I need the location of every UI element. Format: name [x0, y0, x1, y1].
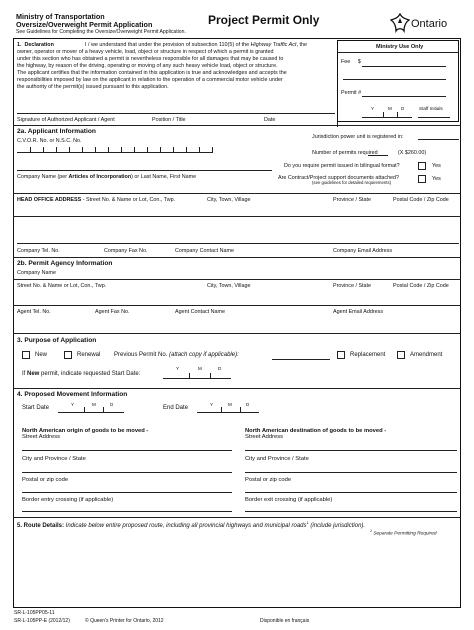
replacement-checkbox[interactable] [337, 351, 345, 359]
agent-fax-label: Agent Fax No. [95, 309, 130, 315]
tick [186, 147, 187, 152]
section-3-heading: 3. Purpose of Application [17, 337, 97, 344]
contact-name-label: Company Contact Name [175, 248, 235, 254]
origin-postal-field[interactable] [22, 492, 232, 493]
logo-wordmark: Ontario [411, 18, 448, 30]
ministry-m-label: M [388, 106, 392, 111]
tick [69, 147, 70, 152]
tick [221, 407, 222, 412]
new-label: New [35, 352, 48, 358]
origin-postal-label: Postal or zip code [22, 477, 69, 483]
replacement-label: Replacement [350, 352, 386, 358]
tick [240, 407, 241, 412]
destination-street-field[interactable] [245, 450, 457, 451]
num-permits-label: Number of permits required [312, 150, 378, 156]
destination-title: North American destination of goods to be moved - [245, 428, 387, 434]
permit-number-field[interactable] [362, 96, 446, 97]
origin-city-label: City and Province / State [22, 456, 86, 462]
ministry-name: Ministry of Transportation [16, 12, 105, 21]
requested-start-date-field[interactable] [163, 378, 231, 379]
staff-initials-field[interactable] [418, 117, 450, 118]
declaration-line-3: under this section who has obtained a permit is nevertheless responsible for all damages that may be caused to [17, 56, 284, 62]
cvor-label: C.V.O.R. No. or N.S.C. No. [17, 138, 82, 144]
declaration-line-7: the authority of the permit(s) issued pursuant to this application. [17, 84, 169, 90]
renewal-checkbox[interactable] [64, 351, 72, 359]
bilingual-checkbox[interactable] [418, 162, 426, 170]
section-divider [13, 517, 461, 518]
origin-title: North American origin of goods to be moved - [22, 428, 149, 434]
staff-initials-label: Staff Initials [419, 106, 443, 111]
row-divider [13, 216, 461, 217]
agency-street-label: Street No. & Name or Lot, Con., Twp. [17, 283, 107, 289]
start-d-label: D [110, 402, 114, 407]
tel-label: Company Tel. No. [17, 248, 60, 254]
end-y-label: Y [210, 402, 214, 407]
tick [212, 147, 213, 152]
row-divider [13, 193, 461, 194]
tick [383, 112, 384, 117]
declaration-line-6: responsibilities imposed by law on the applicant in relation to the operation of a commercial motor vehicle under [17, 77, 283, 83]
num-permits-field[interactable] [368, 155, 388, 156]
amendment-checkbox[interactable] [397, 351, 405, 359]
tick [210, 373, 211, 378]
amendment-label: Amendment [410, 352, 443, 358]
route-details-heading: 5. Route Details: Indicate below entire proposed route, including all provincial highways and municipal roads$^1$ (include jurisdiction). [17, 520, 366, 529]
tick [108, 147, 109, 152]
renewal-label: Renewal [77, 352, 101, 358]
destination-postal-field[interactable] [245, 492, 457, 493]
form-number: SR-L-105PP05-11 [14, 610, 55, 616]
cvor-field[interactable] [17, 152, 213, 153]
ontario-logo [390, 13, 460, 35]
movement-end-label: End Date [163, 405, 189, 411]
declaration-line-4: the highway, by reason of the driving, operating or moving of any such heavy vehicle load, object or structure. [17, 63, 278, 69]
separate-permitting-note: $^1$ Separate Permitting Required [370, 529, 437, 537]
french-available: Disponible en français [260, 618, 310, 624]
section-divider [13, 257, 461, 258]
border-entry-field[interactable] [22, 511, 232, 512]
agency-province-label: Province / State [333, 283, 372, 289]
tick [199, 147, 200, 152]
section-divider [13, 388, 461, 389]
section-divider [13, 125, 461, 126]
purpose-d-label: D [218, 366, 222, 371]
bilingual-label: Do you require permit issued in bilingual format? [284, 163, 400, 169]
section-1-heading: 1. Declaration [17, 42, 54, 48]
destination-postal-label: Postal or zip code [245, 477, 292, 483]
purpose-y-label: Y [176, 366, 180, 371]
tick [43, 147, 44, 152]
origin-city-field[interactable] [22, 472, 232, 473]
border-entry-label: Border entry crossing (if applicable) [22, 497, 114, 503]
copyright: © Queen's Printer for Ontario, 2012 [85, 618, 164, 624]
start-y-label: Y [71, 402, 75, 407]
destination-street-label: Street Address [245, 434, 284, 440]
page-title: Project Permit Only [208, 13, 320, 27]
head-office-province-label: Province / State [333, 197, 372, 203]
email-label: Company Email Address [333, 248, 393, 254]
declaration-line-2: owner, operator or mover of a heavy vehicle, load, object or structure in respect of which a permit is granted [17, 49, 274, 55]
start-date-label: If New permit, indicate requested Start Date: [22, 371, 141, 377]
tick [160, 147, 161, 152]
agent-tel-label: Agent Tel. No. [17, 309, 51, 315]
new-checkbox[interactable] [22, 351, 30, 359]
border-exit-field[interactable] [245, 511, 457, 512]
divider [337, 52, 459, 53]
head-office-label: HEAD OFFICE ADDRESS - Street No. & Name or Lot, Con., Twp. [17, 197, 176, 203]
ministry-date-field[interactable] [362, 117, 412, 118]
signature-line[interactable] [17, 113, 335, 114]
destination-city-field[interactable] [245, 472, 457, 473]
start-m-label: M [92, 402, 96, 407]
tick [134, 147, 135, 152]
section-2b-heading: 2b. Permit Agency Information [17, 260, 113, 267]
jurisdiction-field[interactable] [418, 139, 459, 140]
fee-field[interactable] [362, 66, 446, 67]
destination-city-label: City and Province / State [245, 456, 309, 462]
ministry-blank-field[interactable] [343, 79, 446, 80]
company-name-label: Company Name (per Articles of Incorporation) or Last Name, First Name [17, 174, 197, 180]
agent-email-label: Agent Email Address [333, 309, 384, 315]
support-docs-checkbox[interactable] [418, 175, 426, 183]
head-office-postal-label: Postal Code / Zip Code [393, 197, 449, 203]
movement-start-label: Start Date [22, 405, 50, 411]
ministry-d-label: D [401, 106, 405, 111]
support-docs-yes-label: Yes [432, 176, 441, 182]
route-details-field[interactable] [14, 538, 460, 607]
agent-contact-label: Agent Contact Name [175, 309, 226, 315]
tick [56, 147, 57, 152]
permit-number-label: Permit # [341, 90, 362, 96]
trillium-icon [390, 13, 410, 33]
movement-end-field[interactable] [197, 412, 259, 413]
section-divider [13, 333, 461, 334]
ministry-y-label: Y [371, 106, 375, 111]
section-2a-heading: 2a. Applicant Information [17, 128, 96, 135]
tick [82, 147, 83, 152]
tick [189, 373, 190, 378]
head-office-city-label: City, Town, Village [207, 197, 251, 203]
form-name: Oversize/Overweight Permit Application [16, 20, 153, 29]
tick [103, 407, 104, 412]
tick [121, 147, 122, 152]
form-code: SR-L-105PP-E (2012/12) [14, 618, 70, 624]
contact-fields-line[interactable] [17, 243, 459, 244]
row-divider [13, 305, 461, 306]
company-name-field[interactable] [17, 170, 272, 171]
tick [84, 407, 85, 412]
tick [95, 147, 96, 152]
bilingual-yes-label: Yes [432, 163, 441, 169]
fee-note: (X $260.00) [398, 150, 427, 156]
border-exit-label: Border exit crossing (if applicable) [245, 497, 333, 503]
support-docs-note: (see guidelines for detailed requirements) [312, 180, 392, 185]
tick [147, 147, 148, 152]
agency-city-label: City, Town, Village [207, 283, 251, 289]
position-label: Position / Title [152, 117, 186, 123]
fax-label: Company Fax No. [104, 248, 148, 254]
fee-label: Fee $ [341, 59, 361, 65]
section-4-heading: 4. Proposed Movement Information [17, 391, 128, 398]
declaration-line-1: I / we understand that under the provision of subsection 110(5) of the Highway Traffic Act, the [85, 42, 307, 48]
purpose-m-label: M [198, 366, 202, 371]
agency-postal-label: Postal Code / Zip Code [393, 283, 449, 289]
origin-street-label: Street Address [22, 434, 61, 440]
previous-permit-field[interactable] [272, 359, 330, 360]
tick [173, 147, 174, 152]
signature-label: Signature of Authorized Applicant / Agent [17, 117, 115, 123]
movement-start-field[interactable] [58, 412, 124, 413]
declaration-line-5: The applicant certifies that the information contained in this application is true and acknowledges and accepts the [17, 70, 287, 76]
row-divider [13, 279, 461, 280]
tick [397, 112, 398, 117]
origin-street-field[interactable] [22, 450, 232, 451]
jurisdiction-label: Jurisdiction power unit is registered in: [312, 134, 404, 140]
date-label: Date [264, 117, 276, 123]
ministry-use-title: Ministry Use Only [376, 44, 424, 50]
tick [30, 147, 31, 152]
guideline-note: See Guidelines for Completing the Oversize/Overweight Permit Application. [16, 29, 186, 35]
end-d-label: D [246, 402, 250, 407]
agency-company-label: Company Name [17, 270, 56, 276]
support-docs-label: Are Contract/Project support documents attached? [278, 175, 400, 181]
previous-permit-label: Previous Permit No. (attach copy if applicable): [114, 352, 239, 358]
end-m-label: M [228, 402, 232, 407]
